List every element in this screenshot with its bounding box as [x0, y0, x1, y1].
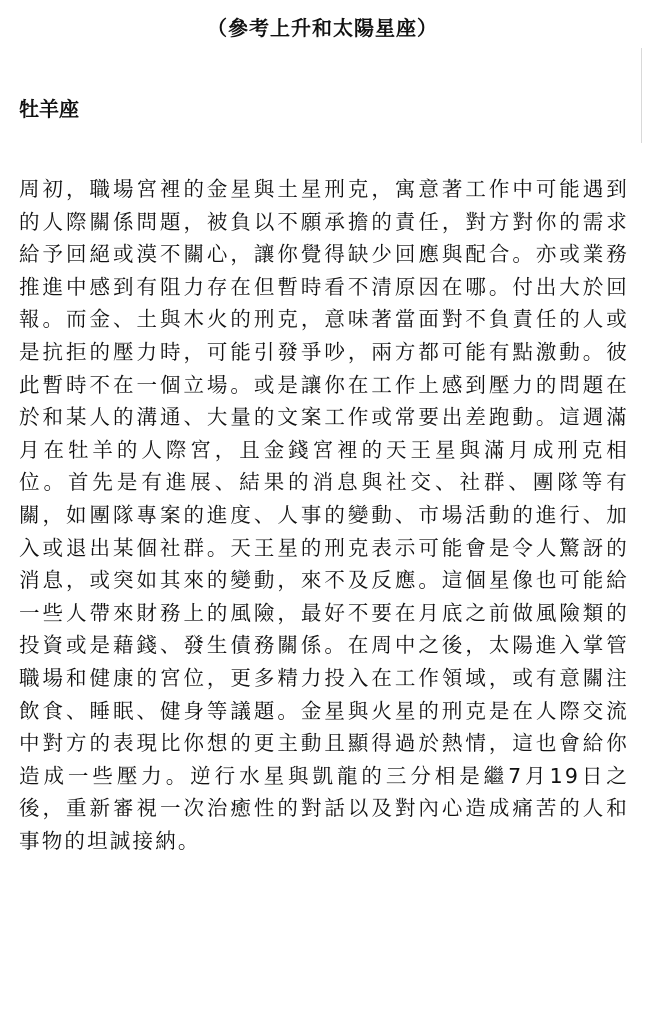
zodiac-heading: 牡羊座: [19, 97, 79, 121]
page-title: （參考上升和太陽星座）: [207, 16, 438, 40]
horoscope-paragraph: 周初，職場宮裡的金星與土星刑克，寓意著工作中可能遇到的人際關係問題，被負以不願承擔的責任，對方對你的需求給予回絕或漠不關心，讓你覺得缺少回應與配合。亦或業務推進中感到有阻力存在但暫時看不清原因在哪。付出大於回報。而金、土與木火的刑克，意味著當面對不負責任的人或是抗拒的壓力時，可能引發爭吵，兩方都可能有點激動。彼此暫時不在一個立場。或是讓你在工作上感到壓力的問題在於和某人的溝通、大量的文案工作或常要出差跑動。這週滿月在牡羊的人際宮，且金錢宮裡的天王星與滿月成刑克相位。首先是有進展、結果的消息與社交、社群、團隊等有關，如團隊專案的進度、人事的變動、市場活動的進行、加入或退出某個社群。天王星的刑克表示可能會是令人驚訝的消息，或突如其來的變動，來不及反應。這個星像也可能給一些人帶來財務上的風險，最好不要在月底之前做風險類的投資或是藉錢、發生債務關係。在周中之後，太陽進入掌管職場和健康的宮位，更多精力投入在工作領域，或有意關注飲食、睡眠、健身等議題。金星與火星的刑克是在人際交流中對方的表現比你想的更主動且顯得過於熱情，這也會給你造成一些壓力。逆行水星與凱龍的三分相是繼7月19日之後，重新審視一次治癒性的對話以及對內心造成痛苦的人和事物的坦誠接納。: [19, 177, 629, 853]
vertical-divider: [641, 48, 642, 143]
